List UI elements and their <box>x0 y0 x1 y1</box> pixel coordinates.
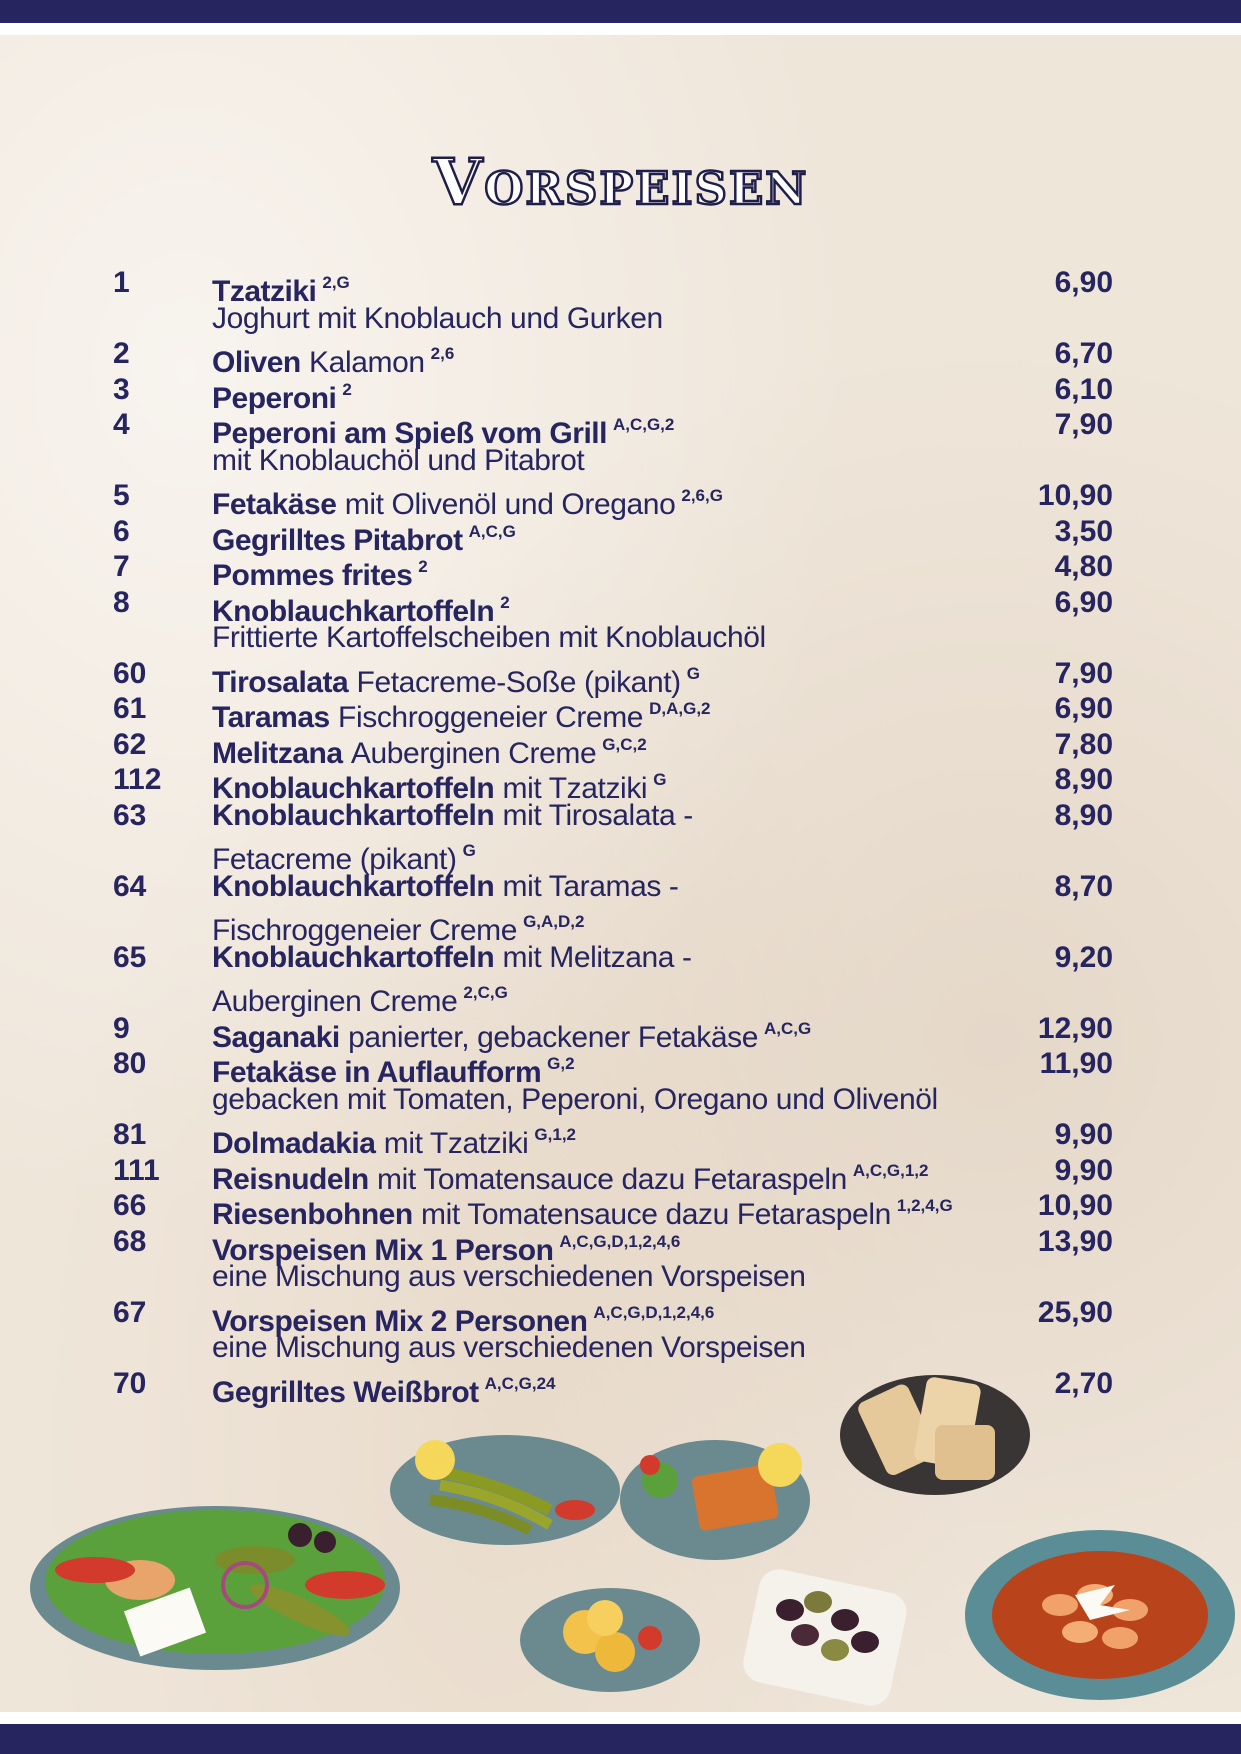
menu-row <box>113 372 1113 415</box>
item-price: 12,90 <box>1037 1011 1113 1045</box>
item-number: 1 <box>113 266 130 299</box>
item-description: Frittierte Kartoffelscheiben mit Knoblauchöl <box>212 621 766 654</box>
item-description: mit Taramas - <box>502 869 679 903</box>
menu-list <box>113 265 1113 1409</box>
menu-row <box>113 585 1113 628</box>
item-name: Fetakäse <box>212 488 337 521</box>
item-price: 7,90 <box>1054 656 1113 690</box>
menu-row <box>113 1295 1113 1338</box>
menu-row <box>113 691 1113 734</box>
item-number: 2 <box>113 337 130 370</box>
item-price: 11,90 <box>1039 1047 1113 1080</box>
item-number: 7 <box>113 550 130 583</box>
item-price: 6,90 <box>1054 585 1113 619</box>
item-name: Gegrilltes Pitabrot <box>212 523 463 557</box>
menu-row <box>113 1330 1113 1366</box>
item-number: 3 <box>113 372 130 406</box>
item-name: Tzatziki <box>212 275 317 308</box>
item-name: Knoblauchkartoffeln <box>212 594 495 628</box>
item-name: Vorspeisen Mix 2 Personen <box>212 1304 588 1338</box>
item-text <box>212 1259 806 1295</box>
item-description: mit Tomatensauce dazu Fetaraspeln <box>377 1162 847 1196</box>
item-description: Fischroggeneier Creme <box>338 701 644 734</box>
item-name: Dolmadakia <box>212 1127 376 1160</box>
saganaki-plate <box>620 1440 810 1560</box>
allergen-codes: G,A,D,2 <box>523 912 585 931</box>
item-description: eine Mischung aus verschiedenen Vorspeisen <box>212 1260 806 1293</box>
item-text <box>212 620 766 656</box>
item-price: 9,90 <box>1054 1118 1113 1151</box>
item-number: 66 <box>113 1189 147 1222</box>
item-price: 6,10 <box>1054 372 1113 406</box>
item-name: Fetakäse in Auflaufform <box>212 1056 542 1089</box>
item-text <box>212 940 692 976</box>
allergen-codes: A,C,G,24 <box>484 1373 556 1393</box>
item-price: 10,90 <box>1037 1189 1113 1222</box>
menu-row <box>113 1082 1113 1118</box>
item-text <box>212 798 693 834</box>
menu-row <box>113 1153 1113 1196</box>
item-description: gebacken mit Tomaten, Peperoni, Oregano und Olivenöl <box>212 1082 938 1116</box>
item-number: 67 <box>113 1295 147 1329</box>
item-price: 7,80 <box>1054 727 1113 761</box>
item-description: Kalamon <box>309 346 425 379</box>
item-name: Peperoni <box>212 381 337 415</box>
allergen-codes: 2 <box>500 592 510 612</box>
potato-chips-plate <box>520 1588 700 1692</box>
item-name: Knoblauchkartoffeln <box>212 772 495 805</box>
item-number: 60 <box>113 656 147 690</box>
menu-row <box>113 940 1113 976</box>
item-name: Oliven <box>212 346 301 379</box>
allergen-codes: G <box>686 663 701 683</box>
menu-row <box>113 620 1113 656</box>
menu-row <box>113 1188 1113 1231</box>
item-price: 8,90 <box>1054 763 1113 796</box>
item-description: mit Tzatziki <box>383 1127 529 1160</box>
allergen-codes: G <box>653 770 667 789</box>
item-price: 10,90 <box>1037 479 1113 512</box>
menu-row <box>113 904 1113 947</box>
item-price: 4,80 <box>1054 550 1113 583</box>
menu-row <box>113 975 1113 1018</box>
item-description: panierter, gebackener Fetakäse <box>348 1020 759 1054</box>
item-number: 62 <box>113 727 147 761</box>
item-description: Joghurt mit Knoblauch und Gurken <box>212 301 663 335</box>
item-description: Fetacreme (pikant) <box>212 843 457 876</box>
item-description: mit Knoblauchöl und Pitabrot <box>212 443 585 477</box>
menu-row <box>113 869 1113 905</box>
item-number: 111 <box>113 1153 160 1187</box>
item-price: 8,90 <box>1054 798 1113 832</box>
item-description: mit Tomatensauce dazu Fetaraspeln <box>421 1198 891 1231</box>
item-price: 2,70 <box>1054 1366 1113 1400</box>
item-price: 6,90 <box>1054 266 1113 299</box>
item-description: Auberginen Creme <box>212 985 458 1018</box>
item-price: 13,90 <box>1037 1224 1113 1258</box>
item-name: Knoblauchkartoffeln <box>212 869 495 903</box>
item-number: 5 <box>113 479 130 512</box>
menu-row <box>113 443 1113 479</box>
menu-row <box>113 762 1113 805</box>
item-description: mit Melitzana - <box>502 940 692 974</box>
allergen-codes: A,C,G <box>764 1018 812 1038</box>
item-description: Fetacreme-Soße (pikant) <box>356 665 681 699</box>
item-text <box>212 443 584 479</box>
menu-row <box>113 833 1113 876</box>
item-name: Gegrilltes Weißbrot <box>212 1375 479 1409</box>
menu-row <box>113 1117 1113 1160</box>
menu-row <box>113 1046 1113 1089</box>
item-price: 8,70 <box>1054 869 1113 903</box>
top-strip <box>0 23 1241 35</box>
item-price: 6,90 <box>1054 692 1113 725</box>
allergen-codes: A,C,G,D,1,2,4,6 <box>593 1302 715 1322</box>
item-price: 9,90 <box>1054 1153 1113 1187</box>
item-name: Pommes frites <box>212 559 413 592</box>
item-description: mit Olivenöl und Oregano <box>344 488 676 521</box>
food-photos <box>0 1370 1241 1720</box>
item-name: Vorspeisen Mix 1 Person <box>212 1233 554 1267</box>
item-description: Fischroggeneier Creme <box>212 914 518 947</box>
item-description: eine Mischung aus verschiedenen Vorspeisen <box>212 1331 806 1364</box>
item-name: Knoblauchkartoffeln <box>212 940 495 974</box>
item-price: 6,70 <box>1054 337 1113 370</box>
menu-row <box>113 549 1113 592</box>
allergen-codes: A,C,G,D,1,2,4,6 <box>559 1231 681 1251</box>
allergen-codes: G,1,2 <box>534 1125 577 1144</box>
menu-row <box>113 336 1113 379</box>
allergen-codes: G,C,2 <box>602 734 647 754</box>
item-number: 4 <box>113 408 130 441</box>
item-number: 8 <box>113 585 130 619</box>
item-text <box>212 869 678 905</box>
allergen-codes: 1,2,4,G <box>896 1196 953 1215</box>
allergen-codes: 2,6 <box>430 344 455 363</box>
item-number: 63 <box>113 798 147 832</box>
menu-row <box>113 478 1113 521</box>
menu-row <box>113 407 1113 450</box>
item-name: Knoblauchkartoffeln <box>212 798 495 832</box>
item-name: Reisnudeln <box>212 1162 369 1196</box>
menu-row <box>113 1259 1113 1295</box>
pita-bread-basket <box>840 1375 1030 1495</box>
item-name: Taramas <box>212 701 330 734</box>
item-number: 65 <box>113 940 147 974</box>
menu-row <box>113 301 1113 337</box>
greek-salad-platter <box>30 1506 400 1670</box>
menu-row <box>113 514 1113 557</box>
allergen-codes: 2,G <box>322 273 350 292</box>
allergen-codes: A,C,G <box>468 521 516 541</box>
allergen-codes: 2,C,G <box>463 983 508 1002</box>
bottom-band <box>0 1724 1241 1754</box>
menu-row <box>113 1011 1113 1054</box>
item-description: mit Tzatziki <box>502 772 648 805</box>
item-text <box>212 1330 806 1366</box>
item-description: mit Tirosalata - <box>502 798 693 832</box>
allergen-codes: 2,6,G <box>681 486 723 505</box>
item-description: Auberginen Creme <box>350 736 597 770</box>
item-number: 6 <box>113 514 130 548</box>
top-band <box>0 0 1241 23</box>
menu-row <box>113 1224 1113 1267</box>
olives-bowl <box>740 1566 911 1710</box>
item-number: 80 <box>113 1047 147 1080</box>
item-number: 112 <box>113 763 162 796</box>
allergen-codes: G,2 <box>547 1054 575 1073</box>
item-price: 25,90 <box>1037 1295 1113 1329</box>
allergen-codes: 2 <box>418 557 428 576</box>
allergen-codes: D,A,G,2 <box>649 699 711 718</box>
menu-row <box>113 656 1113 699</box>
allergen-codes: 2 <box>342 379 352 399</box>
menu-row <box>113 265 1113 308</box>
menu-row <box>113 727 1113 770</box>
item-name: Melitzana <box>212 736 343 770</box>
item-name: Tirosalata <box>212 665 349 699</box>
item-price: 9,20 <box>1054 940 1113 974</box>
item-number: 64 <box>113 869 147 903</box>
allergen-codes: A,C,G,2 <box>612 415 675 434</box>
item-number: 70 <box>113 1366 147 1400</box>
item-name: Saganaki <box>212 1020 340 1054</box>
page-title: Vorspeisen <box>432 144 809 220</box>
allergen-codes: G <box>462 841 476 860</box>
item-number: 61 <box>113 692 147 725</box>
grilled-peppers-plate <box>390 1435 620 1545</box>
item-price: 7,90 <box>1054 408 1113 441</box>
item-price: 3,50 <box>1054 514 1113 548</box>
item-number: 9 <box>113 1011 130 1045</box>
item-name: Peperoni am Spieß vom Grill <box>212 417 607 450</box>
item-text <box>212 1082 938 1118</box>
item-number: 81 <box>113 1118 147 1151</box>
item-name: Riesenbohnen <box>212 1198 413 1231</box>
menu-row <box>113 798 1113 834</box>
allergen-codes: A,C,G,1,2 <box>852 1160 929 1180</box>
giant-beans-bowl <box>965 1530 1235 1700</box>
item-number: 68 <box>113 1224 147 1258</box>
item-text <box>212 301 663 337</box>
